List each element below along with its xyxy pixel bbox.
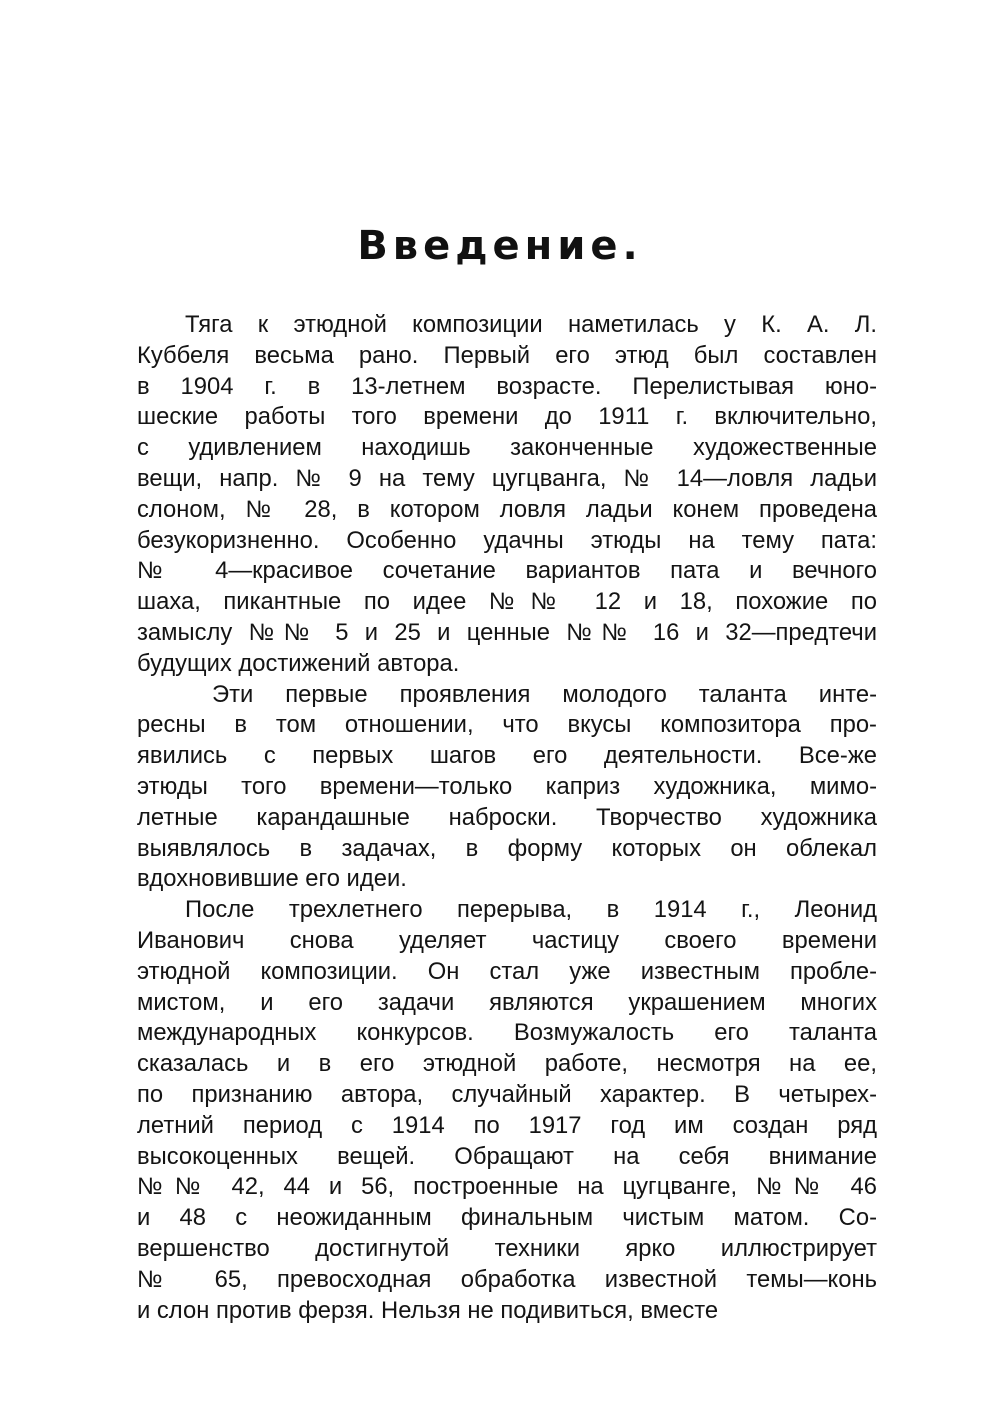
text-line: этюдной композиции. Он стал уже известным пробле- — [137, 957, 877, 985]
text-line: шеские работы того времени до 1911 г. включительно, — [137, 403, 877, 431]
text-line: будущих достижений автора. — [137, 649, 460, 677]
text-line: ресны в том отношении, что вкусы композитора про- — [137, 711, 877, 739]
text-line: международных конкурсов. Возмужалость его таланта — [137, 1019, 877, 1047]
text-line: этюды того времени—только каприз художника, мимо- — [137, 772, 877, 800]
text-line: явились с первых шагов его деятельности. Все-же — [137, 742, 877, 770]
text-line: и 48 с неожиданным финальным чистым матом. Со- — [137, 1204, 877, 1232]
text-line: сказалась и в его этюдной работе, несмотря на ее, — [137, 1050, 877, 1078]
chapter-heading: Введение. — [357, 223, 643, 269]
text-line: замыслу №№ 5 и 25 и ценные №№ 16 и 32—предтечи — [137, 618, 877, 646]
text-line: №№ 42, 44 и 56, построенные на цугцванге, №№ 46 — [137, 1173, 877, 1201]
text-line: Тяга к этюдной композиции наметилась у К. А. Л. — [185, 311, 877, 338]
text-line: шаха, пикантные по идее №№ 12 и 18, похожие по — [137, 588, 877, 616]
text-line: безукоризненно. Особенно удачны этюды на тему пата: — [137, 526, 877, 554]
text-line: с удивлением находишь законченные художественные — [137, 434, 877, 462]
paragraph-1 — [137, 310, 877, 680]
text-line: летные карандашные наброски. Творчество художника — [137, 803, 877, 831]
text-line: № 65, превосходная обработка известной темы—конь — [137, 1265, 877, 1293]
text-line: вещи, напр. № 9 на тему цугцванга, № 14—ловля ладьи — [137, 464, 877, 492]
text-line: вдохновившие его идеи. — [137, 865, 407, 893]
text-line: высокоценных вещей. Обращают на себя внимание — [137, 1142, 877, 1170]
text-line: мистом, и его задачи являются украшением многих — [137, 988, 877, 1016]
text-line: После трехлетнего перерыва, в 1914 г., Леонид — [185, 896, 877, 924]
text-line: в 1904 г. в 13-летнем возрасте. Перелистывая юно- — [137, 372, 877, 400]
paragraph-2 — [137, 680, 877, 896]
text-line: Эти первые проявления молодого таланта инте- — [212, 680, 877, 708]
text-line: вершенство достигнутой техники ярко иллюстрирует — [137, 1234, 877, 1262]
text-line: по признанию автора, случайный характер. В четырех- — [137, 1080, 877, 1108]
text-line: и слон против ферзя. Нельзя не подивиться, вместе — [137, 1296, 719, 1324]
text-line: летний период с 1914 по 1917 год им создан ряд — [137, 1111, 877, 1139]
text-line: Иванович снова уделяет частицу своего времени — [137, 926, 877, 954]
paragraph-3 — [137, 895, 877, 1326]
text-line: слоном, № 28, в котором ловля ладьи конем проведена — [137, 495, 877, 523]
text-line: выявлялось в задачах, в форму которых он облекал — [137, 834, 877, 862]
body-text — [137, 310, 877, 1326]
text-line: № 4—красивое сочетание вариантов пата и вечного — [137, 557, 877, 585]
text-line: Куббеля весьма рано. Первый его этюд был составлен — [137, 341, 877, 369]
